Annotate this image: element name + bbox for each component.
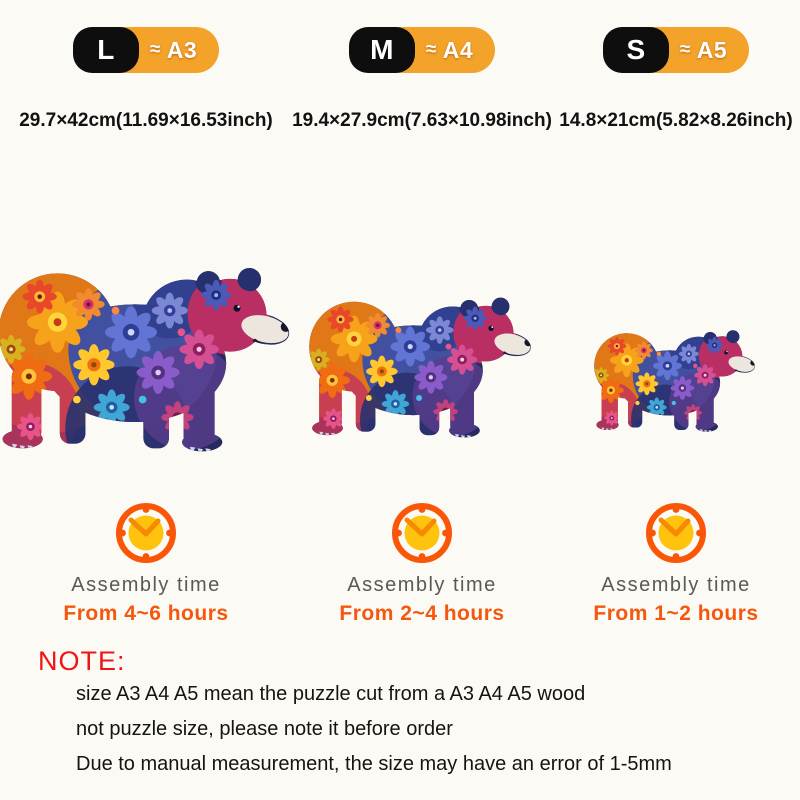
dimensions-large: 29.7×42cm(11.69×16.53inch)	[19, 110, 273, 131]
bear-puzzle-image-large	[0, 233, 309, 481]
note-section	[38, 646, 780, 782]
assembly-time-label: Assembly time	[601, 574, 751, 596]
dimensions-row	[0, 110, 800, 132]
paper-size-a5	[680, 37, 727, 64]
note-line-3: Due to manual measurement, the size may have an error of 1-5mm	[76, 753, 672, 775]
dimensions-small: 14.8×21cm(5.82×8.26inch)	[559, 110, 793, 131]
note-line-2: not puzzle size, please note it before order	[76, 718, 453, 740]
paper-size-a3	[150, 37, 197, 64]
size-badge-large	[73, 27, 219, 73]
assembly-time-label: Assembly time	[71, 574, 221, 596]
assembly-time-row	[0, 500, 800, 626]
paper-size-a4	[426, 37, 473, 64]
clock-icon	[643, 500, 709, 566]
size-badge-small	[603, 27, 749, 73]
paper-size-label: A3	[166, 36, 198, 63]
assembly-time-label: Assembly time	[347, 574, 497, 596]
size-badges-row	[0, 27, 800, 73]
clock-icon	[389, 500, 455, 566]
approx-symbol: ≈	[425, 39, 437, 60]
size-letter-l: L	[73, 27, 139, 73]
paper-size-label: A4	[442, 36, 474, 63]
approx-symbol: ≈	[679, 39, 691, 60]
paper-size-label: A5	[696, 36, 728, 63]
size-letter-m: M	[349, 27, 415, 73]
note-title: NOTE:	[38, 646, 126, 676]
bear-puzzle-image-medium	[298, 271, 546, 460]
note-line-1: size A3 A4 A5 mean the puzzle cut from a A3 A4 A5 wood	[76, 683, 586, 705]
assembly-hours-large: From 4~6 hours	[63, 602, 229, 625]
assembly-hours-small: From 1~2 hours	[593, 602, 759, 625]
assembly-hours-medium: From 2~4 hours	[339, 602, 505, 625]
dimensions-medium: 19.4×27.9cm(7.63×10.98inch)	[292, 110, 552, 131]
bear-images-row	[0, 225, 800, 481]
clock-icon	[113, 500, 179, 566]
size-letter-s: S	[603, 27, 669, 73]
bear-puzzle-image-small	[586, 311, 766, 448]
approx-symbol: ≈	[149, 39, 161, 60]
size-badge-medium	[349, 27, 495, 73]
